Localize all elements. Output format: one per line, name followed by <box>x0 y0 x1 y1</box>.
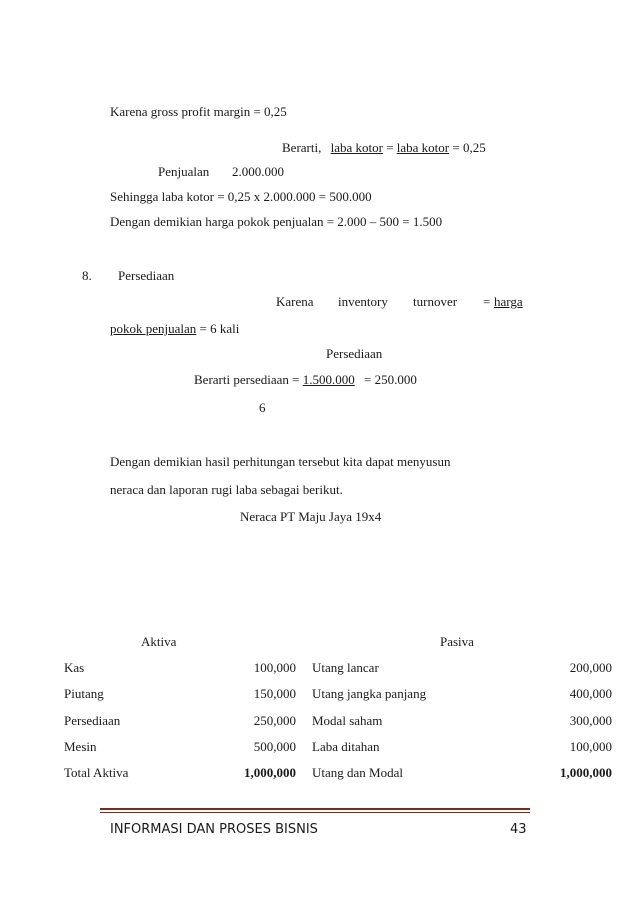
gpm-denominator-2: 2.000.000 <box>232 164 284 179</box>
s8-word-turnover: turnover <box>413 294 458 309</box>
aktiva-label: Mesin <box>64 739 97 754</box>
gpm-formula-prefix: Berarti, <box>282 140 322 155</box>
s8-denominator: Persediaan <box>326 346 383 361</box>
aktiva-label: Kas <box>64 660 85 675</box>
footer-title: INFORMASI DAN PROSES BISNIS <box>110 822 318 837</box>
pasiva-value: 400,000 <box>569 686 612 701</box>
aktiva-header: Aktiva <box>141 634 177 649</box>
s8-word-inventory: inventory <box>338 294 388 309</box>
gpm-denominator-1: Penjualan <box>158 164 210 179</box>
pasiva-value: 100,000 <box>569 739 612 754</box>
page-number: 43 <box>510 822 527 837</box>
s8-word-karena: Karena <box>276 294 314 309</box>
aktiva-value: 150,000 <box>253 686 296 701</box>
balance-sheet-title: Neraca PT Maju Jaya 19x4 <box>240 509 382 524</box>
conclusion-line-2: neraca dan laporan rugi laba sebagai berikut. <box>110 482 343 497</box>
s8-berarti-prefix: Berarti persediaan = <box>194 372 303 387</box>
pasiva-value: 300,000 <box>569 713 612 728</box>
pasiva-label: Laba ditahan <box>312 739 380 754</box>
pasiva-header: Pasiva <box>440 634 474 649</box>
gpm-formula <box>282 140 486 156</box>
pasiva-label: Utang lancar <box>312 660 379 675</box>
s8-eq: = <box>483 294 491 309</box>
pasiva-value: 200,000 <box>569 660 612 675</box>
gpm-line-1: Karena gross profit margin = 0,25 <box>110 104 287 119</box>
gpm-formula-numerator-2: laba kotor <box>396 140 450 155</box>
footer-divider <box>100 808 530 813</box>
gpm-line-5: Dengan demikian harga pokok penjualan = 2.000 – 500 = 1.500 <box>110 214 443 229</box>
s8-line-4 <box>194 372 417 388</box>
gpm-line-4: Sehingga laba kotor = 0,25 x 2.000.000 = 500.000 <box>110 189 372 204</box>
pasiva-label: Modal saham <box>312 713 383 728</box>
pasiva-label: Utang jangka panjang <box>312 686 427 701</box>
s8-line-2 <box>110 321 239 337</box>
aktiva-total-label: Total Aktiva <box>64 765 129 780</box>
s8-denominator-6: 6 <box>259 400 266 415</box>
aktiva-value: 500,000 <box>253 739 296 754</box>
gpm-formula-eq: = <box>386 140 394 155</box>
pasiva-total-value: 1,000,000 <box>560 765 612 780</box>
aktiva-value: 250,000 <box>253 713 296 728</box>
s8-harga: harga <box>494 294 523 309</box>
aktiva-label: Piutang <box>64 686 104 701</box>
s8-kali: = 6 kali <box>196 321 240 336</box>
section-8-title: Persediaan <box>118 268 175 283</box>
s8-result: = 250.000 <box>360 372 417 387</box>
aktiva-value: 100,000 <box>253 660 296 675</box>
gpm-formula-end: = 0,25 <box>452 140 486 155</box>
section-8-number: 8. <box>82 268 92 283</box>
pasiva-total-label: Utang dan Modal <box>312 765 403 780</box>
aktiva-total-value: 1,000,000 <box>244 765 296 780</box>
gpm-formula-numerator-1: laba kotor <box>330 140 383 155</box>
aktiva-label: Persediaan <box>64 713 121 728</box>
conclusion-line-1: Dengan demikian hasil perhitungan tersebut kita dapat menyusun <box>110 454 451 469</box>
s8-pokok-penjualan: pokok penjualan <box>110 321 197 336</box>
s8-numerator: 1.500.000 <box>302 372 355 387</box>
